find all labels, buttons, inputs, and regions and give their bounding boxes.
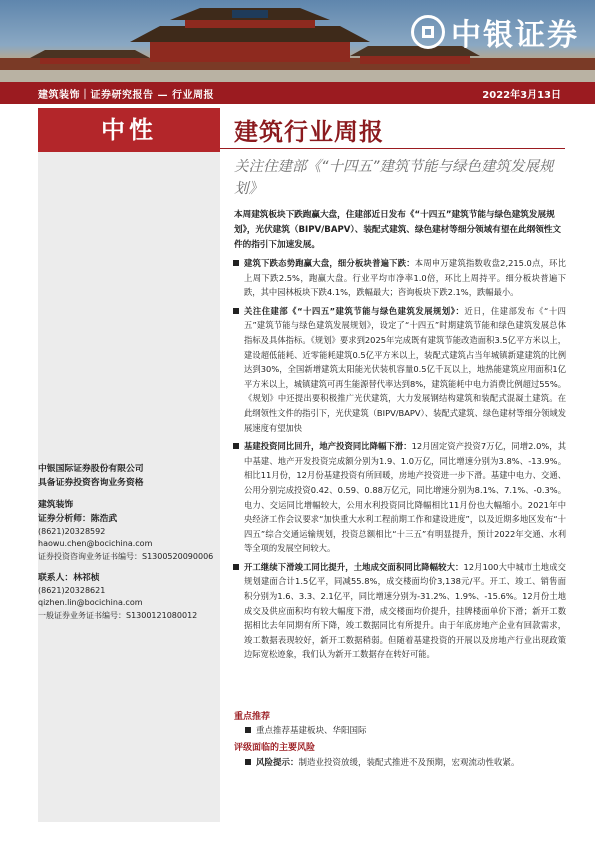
company-qualification: 具备证券投资咨询业务资格 [38,478,144,488]
company-name: 中银国际证券股份有限公司 [38,464,144,474]
point-text: 12月固定资产投资7万亿，同增2.0%，其中基建、地产开发投资完成额分别为1.9、1.0万亿，同比增速分别为3.8%、-13.9%。相比11月份，12月份基建投资有所回暖，房地产投资进一步下滑。基建中电力、交通、公用分别完成投资0.42、0.59、0.88万亿元，同比增速分别为8.1%、7.1%、-0.3%。电力、交运同比增幅较大，公用水利投资同比降幅相比11月份也大幅缩小。2021年中央经济工作会议要求“加快重大水利工程前期工作和建设进度”，以及近期多地区发布“十四五”综合交通运输规划，投资总额相比“十三五”有明显提升，预计2022年交通、水利等全项的发展空间较大。 [244,441,566,554]
bullet-icon [245,727,251,733]
bullet-icon [233,260,239,266]
report-category: 建筑装饰｜证券研究报告 — 行业周报 [38,90,214,101]
analyst-email[interactable]: haowu.chen@bocichina.com [38,539,153,548]
company-info [38,462,144,490]
contact-info [38,572,197,622]
report-date: 2022年3月13日 [482,90,561,101]
analyst-info [38,513,213,563]
contact-email[interactable]: qizhen.lin@bocichina.com [38,598,143,607]
rating-badge: 中性 [38,108,220,152]
report-category-bar [0,82,595,104]
industry-label: 建筑装饰 [38,500,74,510]
point-lead: 关注住建部《“十四五”建筑节能与绿色建筑发展规划》： [244,305,465,316]
contact-label: 联系人： [38,573,74,583]
point-text: 12月100大中城市土地成交规划建面合计1.5亿平，同减55.8%，成交楼面均价3,138元/平。开工、竣工、销售面积分别为1.6、3.3、2.1亿平，同比增速分别为-31.2%、1.9%、-15.6%。12月份土地成交及供应面积均有较大幅度下滑，成交楼面均价提升，挂牌楼面单价下滑；新开工数据相比去年同期有所下降，竣工数据同比有所提升。由于年底房地产企业有回款需求，竣工数据表现较好，新开工数据稍弱。但随着基建投资的开展以及房地产行业出现政策边际宽松迹象，我们认为新开工数据存在转好可能。 [244,561,566,660]
analyst-label: 证券分析师： [38,514,91,524]
focus-text: 重点推荐基建板块、华阳国际 [256,726,367,736]
analyst-name: 陈浩武 [90,514,118,524]
bullet-icon [233,443,239,449]
boc-logo-icon [411,15,445,49]
list-item [244,560,566,662]
page-subtitle: 关注住建部《“十四五”建筑节能与绿色建筑发展规划》 [234,159,554,197]
point-lead: 基建投资同比回升，地产投资同比降幅下滑： [244,441,412,452]
key-points-list [244,256,566,666]
focus-item [256,724,367,736]
point-lead: 建筑下跌态势跑赢大盘，细分板块普遍下跌： [244,258,415,268]
title-divider [220,148,565,149]
brand-name: 中银证券 [451,18,579,53]
risks-lead: 风险提示： [256,758,299,768]
focus-heading: 重点推荐 [234,712,271,722]
summary-paragraph: 本周建筑板块下跌跑赢大盘，住建部近日发布《“十四五”建筑节能与绿色建筑发展规划》，光伏建筑（BIPV/BAPV）、装配式建筑、绿色建材等细分领域有望在此纲领性文件的指引下加速发展。 [234,210,561,250]
list-item [244,439,566,556]
point-text: 近日，住建部发布《“十四五”建筑节能与绿色建筑发展规划》，设定了“十四五”时期建筑节能和绿色建筑发展总体指标及具体指标。《规划》要求到2025年完成既有建筑节能改造面积3.5亿平方米以上，建设超低能耗、近零能耗建筑0.5亿平方米以上，装配式建筑占当年城镇新建建筑的比例达到30%，全国新增建筑太阳能光伏装机容量0.5亿千瓦以上，地热能建筑应用面积1亿平方米以上，城镇建筑可再生能源替代率达到8%，建筑能耗中电力消费比例超过55%。《规划》中还提出要积极推广光伏建筑，大力发展钢结构建筑和装配式混凝土建筑。在此纲领性文件的指引下，光伏建筑（BIPV/BAPV）、装配式建筑、绿色建材等细分领域发展速度有望加快 [244,305,566,433]
analyst-cert: 证券投资咨询业务证书编号：S1300520090006 [38,551,214,561]
page-title: 建筑行业周报 [234,118,384,146]
contact-cert: 一般证券业务证书编号：S1300121080012 [38,610,198,620]
risks-item [256,756,520,768]
risks-heading: 评级面临的主要风险 [234,743,316,753]
analyst-phone: (8621)20328592 [38,526,106,536]
bullet-icon [233,308,239,314]
list-item [244,304,566,435]
list-item [244,256,566,300]
contact-phone: (8621)20328621 [38,585,106,595]
bank-logo [411,10,579,54]
header-banner-photo [0,0,595,82]
point-text: 本周申万建筑指数收盘2,215.0点，环比上周下跌2.5%，跑赢大盘。行业平均市净率1.0倍，环比上周持平。细分板块普遍下跌，其中园林板块下跌4.1%，跌幅最大；咨询板块下跌2.1%，跌幅最小。 [244,258,566,298]
bullet-icon [233,564,239,570]
contact-name: 林祁桢 [73,573,100,583]
risks-text: 制造业投资放缓，装配式推进不及预期，宏观流动性收紧。 [298,758,520,768]
bullet-icon [245,759,251,765]
point-lead: 开工继续下滑竣工同比提升，土地成交面积同比降幅较大： [244,561,464,572]
